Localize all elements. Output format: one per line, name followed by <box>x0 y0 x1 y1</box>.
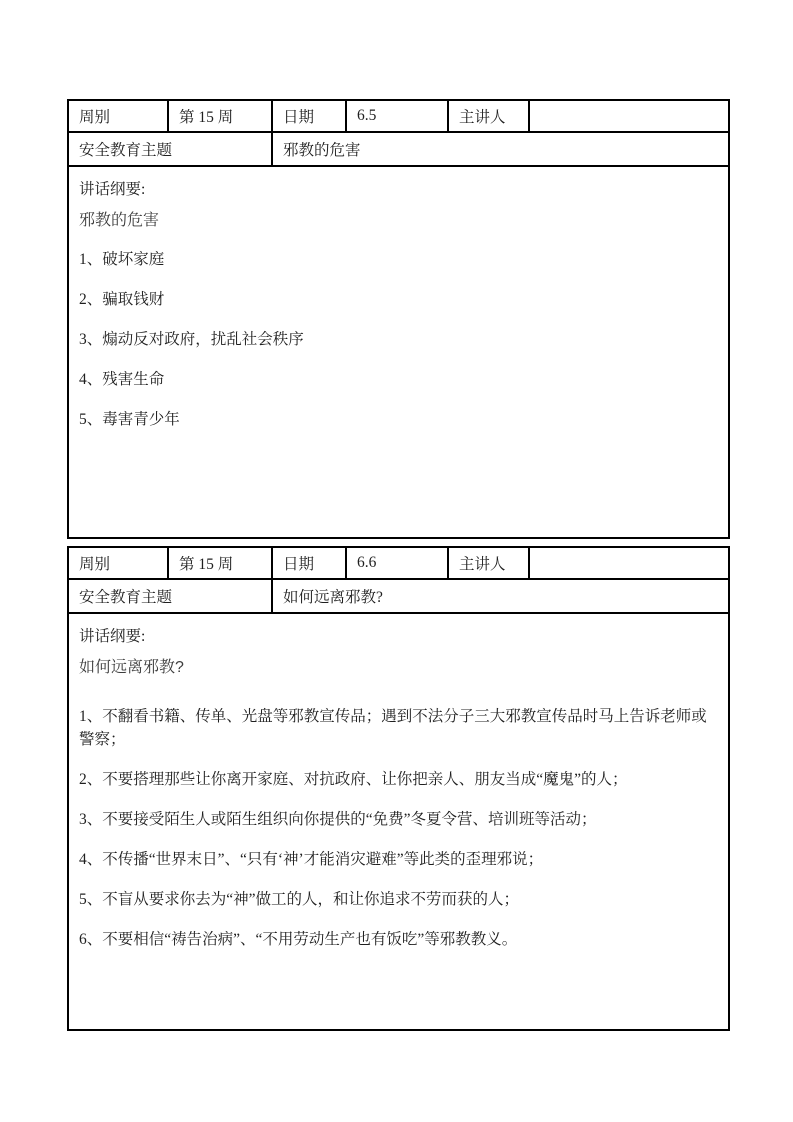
safety-education-record-2 <box>67 546 730 1031</box>
date-value: 6.6 <box>346 547 448 579</box>
outline-item: 5、毒害青少年 <box>79 411 180 428</box>
outline-item: 4、不传播“世界末日”、“只有‘神’才能消灾避难”等此类的歪理邪说； <box>79 851 544 868</box>
outline-item: 2、不要搭理那些让你离开家庭、对抗政府、让你把亲人、朋友当成“魔鬼”的人； <box>79 771 628 788</box>
outline-cell <box>68 613 729 1030</box>
table-row <box>68 100 729 132</box>
outline-item: 5、不盲从要求你去为“神”做工的人，和让你追求不劳而获的人； <box>79 891 520 908</box>
speaker-value-empty <box>529 100 729 132</box>
speaker-label: 主讲人 <box>448 547 529 579</box>
outline-item: 1、不翻看书籍、传单、光盘等邪教宣传品；遇到不法分子三大邪教宣传品时马上告诉老师或警察； <box>79 708 707 748</box>
week-label: 周别 <box>68 100 168 132</box>
table-row <box>68 547 729 579</box>
week-value: 第 15 周 <box>168 547 272 579</box>
outline-title: 邪教的危害 <box>79 212 160 229</box>
outline-item: 3、不要接受陌生人或陌生组织向你提供的“免费”冬夏令营、培训班等活动； <box>79 811 597 828</box>
week-label: 周别 <box>68 547 168 579</box>
speaker-label: 主讲人 <box>448 100 529 132</box>
table-row <box>68 132 729 166</box>
table-row <box>68 166 729 538</box>
topic-label: 安全教育主题 <box>68 579 272 613</box>
topic-value: 邪教的危害 <box>272 132 729 166</box>
safety-education-record-1 <box>67 99 730 539</box>
outline-label: 讲话纲要: <box>79 181 146 198</box>
outline-title: 如何远离邪教? <box>79 659 184 676</box>
outline-label: 讲话纲要: <box>79 628 146 645</box>
outline-item: 4、残害生命 <box>79 371 165 388</box>
date-label: 日期 <box>272 547 346 579</box>
outline-item: 6、不要相信“祷告治病”、“不用劳动生产也有饭吃”等邪教教义。 <box>79 931 518 948</box>
table-row <box>68 613 729 1030</box>
outline-cell <box>68 166 729 538</box>
week-value: 第 15 周 <box>168 100 272 132</box>
topic-value: 如何远离邪教? <box>272 579 729 613</box>
outline-item: 2、骗取钱财 <box>79 291 165 308</box>
speaker-value-empty <box>529 547 729 579</box>
topic-label: 安全教育主题 <box>68 132 272 166</box>
date-label: 日期 <box>272 100 346 132</box>
table-row <box>68 579 729 613</box>
outline-item: 1、破坏家庭 <box>79 251 165 268</box>
outline-item: 3、煽动反对政府，扰乱社会秩序 <box>79 331 304 348</box>
date-value: 6.5 <box>346 100 448 132</box>
